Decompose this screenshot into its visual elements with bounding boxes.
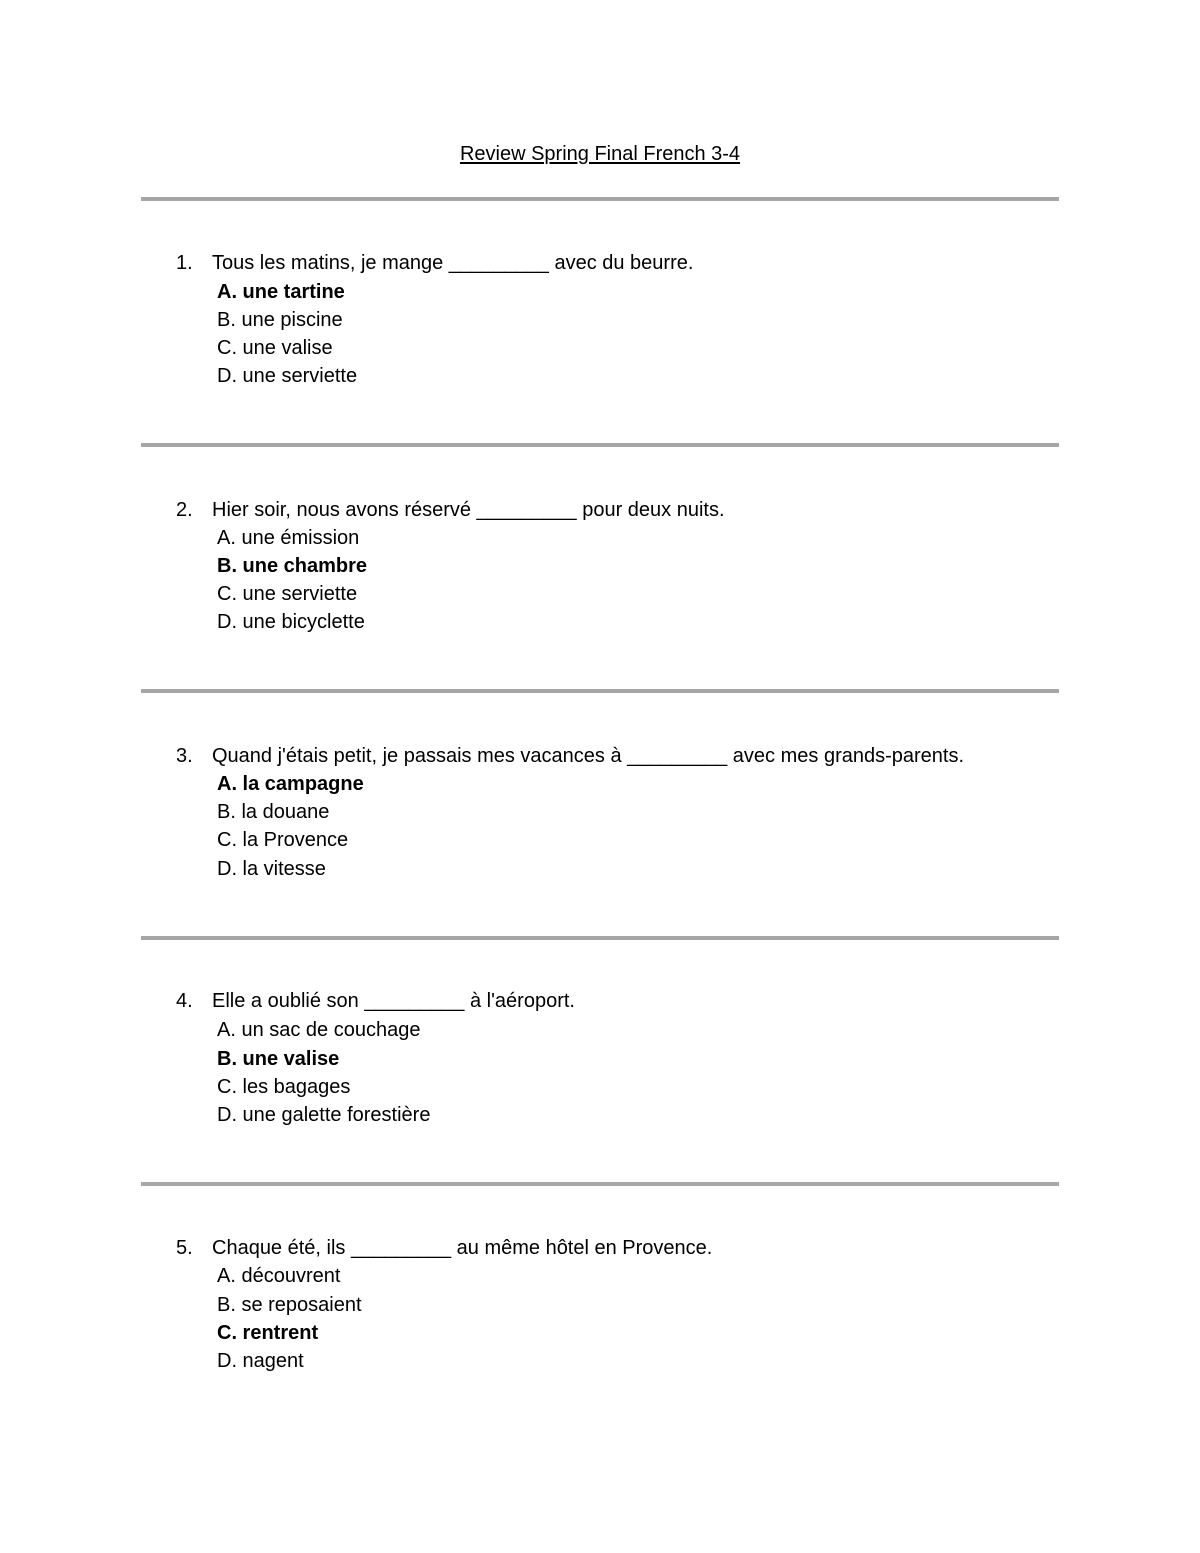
option-a: A. un sac de couchage: [217, 1019, 421, 1041]
question-number: 1.: [176, 252, 193, 274]
option-a: A. une émission: [217, 527, 360, 549]
divider: [141, 936, 1059, 940]
option-b: B. se reposaient: [217, 1294, 362, 1316]
option-c: C. les bagages: [217, 1076, 351, 1098]
option-a: A. la campagne: [217, 773, 364, 795]
option-b: B. une piscine: [217, 309, 343, 331]
option-c: C. la Provence: [217, 829, 349, 851]
divider: [141, 197, 1059, 201]
option-c: C. une valise: [217, 337, 333, 359]
option-d: D. une bicyclette: [217, 611, 365, 633]
divider: [141, 689, 1059, 693]
question-text: Hier soir, nous avons réservé _________ pour deux nuits.: [212, 499, 725, 521]
question-number: 5.: [176, 1237, 193, 1259]
option-c: C. une serviette: [217, 583, 358, 605]
option-d: D. une galette forestière: [217, 1104, 431, 1126]
question-text: Chaque été, ils _________ au même hôtel en Provence.: [212, 1237, 713, 1259]
page-title: Review Spring Final French 3-4: [459, 143, 741, 165]
divider: [141, 443, 1059, 447]
option-a: A. découvrent: [217, 1265, 341, 1287]
option-d: D. une serviette: [217, 365, 358, 387]
question-number: 4.: [176, 990, 193, 1012]
question-text: Elle a oublié son _________ à l'aéroport.: [212, 990, 575, 1012]
question-number: 3.: [176, 745, 193, 767]
option-a: A. une tartine: [217, 281, 345, 303]
option-c: C. rentrent: [217, 1322, 319, 1344]
question-text: Tous les matins, je mange _________ avec du beurre.: [212, 252, 694, 274]
option-d: D. nagent: [217, 1350, 304, 1372]
option-b: B. une chambre: [217, 555, 368, 577]
question-text: Quand j'étais petit, je passais mes vacances à _________ avec mes grands-parents.: [212, 745, 965, 767]
question-number: 2.: [176, 499, 193, 521]
option-b: B. une valise: [217, 1048, 340, 1070]
divider: [141, 1182, 1059, 1186]
option-b: B. la douane: [217, 801, 330, 823]
option-d: D. la vitesse: [217, 858, 326, 880]
